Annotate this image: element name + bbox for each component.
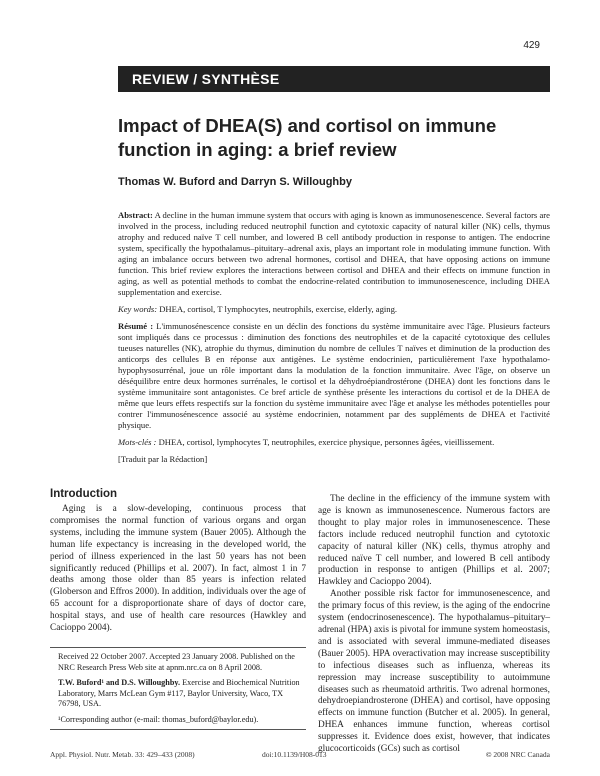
body-column-right bbox=[318, 494, 550, 756]
body-paragraph: Aging is a slow-developing, continuous process that compromises the normal function of various organs and organ systems, including the immune system (Bauer 2005). Although the human life expectancy is increasing in the developed world, the period of illness experienced in the last 50 years has not been significantly reduced (Phillips et al. 2007). In fact, almost 1 in 7 deaths among those older than 85 years is infection related (Globerson and Effros 2000). In addition, individuals over the age of 65 account for a disproportionate share of days of doctor care, hospital stays, and use of health care resources (Hawkley and Cacioppo 2004). bbox=[50, 504, 306, 634]
received-note: Received 22 October 2007. Accepted 23 January 2008. Published on the NRC Research Press Web site at apnm.nrc.ca on 8 April 2008. bbox=[58, 652, 295, 672]
resume-text: L'immunosénescence consiste en un déclin des fonctions du système immunitaire avec l'âge. Plusieurs facteurs sont impliqués dans ce processus : diminution des fonctions des neutrophiles et de la capacité cytotoxique des cellules tueuses naturelles (NK), atrophie du thymus, diminution du nombre de cellules T naïves et diminution de la production des anticorps des cellules B en réponse aux antigènes. Le système endocrinien, particulièrement l'axe hypothalamo-hypophysosurrénal, joue un rôle important dans la modulation de la fonction immunitaire. Avec l'âge, on observe un déséquilibre entre deux hormones surrénales, le cortisol et la déhydroépiandrostérone (DHEA) dont les fonctions dans le système immunitaire sont antagonistes. Ce bref article de synthèse présente les interactions du cortisol et de la DHEA de même que leurs effets respectifs sur la fonction du système immunitaire avec l'âge et analyse les méthodes potentielles pour contrer l'immunosénescence associé au système endocrinien, notamment par des suppléments de DHEA et l'activité physique. bbox=[118, 321, 550, 430]
article-notes bbox=[50, 647, 306, 730]
translation-note: [Traduit par la Rédaction] bbox=[118, 454, 208, 464]
section-banner-label: REVIEW / SYNTHÈSE bbox=[132, 71, 280, 87]
abstract-paragraph bbox=[118, 210, 550, 298]
introduction-heading: Introduction bbox=[50, 488, 118, 500]
body-paragraph: Another possible risk factor for immunosenescence, and the primary focus of this review, is the aging of the endocrine system (endocrinosenescence). The hypothalamus–pituitary–adrenal (HPA) axis is pivotal for immune system homeostasis, and is associated with several immune-mediated diseases (Bauer 2005). HPA overactivation may increase susceptibility to infectious diseases such as influenza, whereas its repression may increase susceptibility to autoimmune diseases such as rheumatoid arthritis. Two adrenal hormones, dehydroepiandrosterone (DHEA) and cortisol, have opposing effects on immune function (Butcher et al. 2005). In general, DHEA enhances immune function, whereas cortisol suppresses it. Evidence does exist, however, that indicates glucocorticoids (GCs) such as cortisol bbox=[318, 589, 550, 755]
affiliation-note bbox=[58, 678, 306, 710]
footer-doi: doi:10.1139/H08-013 bbox=[262, 750, 327, 759]
section-banner bbox=[118, 66, 550, 92]
affiliation-names: T.W. Buford¹ and D.S. Willoughby. bbox=[58, 678, 181, 687]
mots-cles-paragraph bbox=[118, 437, 550, 448]
page-number: 429 bbox=[523, 40, 540, 51]
mots-cles-text: DHEA, cortisol, lymphocytes T, neutrophiles, exercice physique, personnes âgées, vieillissement. bbox=[156, 437, 495, 447]
body-column-left bbox=[50, 504, 306, 635]
affiliation-text: Exercise and Biochemical Nutrition Laboratory, Marrs McLean Gym #117, Baylor University, Waco, TX 76798, USA. bbox=[58, 678, 300, 708]
body-paragraph: The decline in the efficiency of the immune system with age is known as immunosenescence. Numerous factors are thought to play major roles in immunosenescence. These factors include reduced neutrophil function and cytotoxic capacity of natural killer (NK) cells, thymus atrophy and reduced naïve T cell number, and lowered B cell antibody production in response to antigen (Phillips et al. 2007; Hawkley and Cacioppo 2004). bbox=[318, 494, 550, 588]
footer-copyright bbox=[486, 750, 550, 759]
keywords-paragraph bbox=[118, 304, 550, 315]
mots-cles-label: Mots-clés : bbox=[118, 437, 157, 447]
footer-citation: Appl. Physiol. Nutr. Metab. 33: 429–433 (2008) bbox=[50, 750, 195, 759]
corresponding-author-note: ¹Corresponding author (e-mail: thomas_buford@baylor.edu). bbox=[58, 714, 259, 724]
keywords-text: DHEA, cortisol, T lymphocytes, neutrophils, exercise, elderly, aging. bbox=[157, 304, 398, 314]
abstract-text: A decline in the human immune system that occurs with aging is known as immunosenescence. Several factors are involved in the process, including reduced neutrophil function and cytotoxic capacity of natural killer (NK) cells, thymus atrophy and reduced naïve T cell number, and lowered B cell antibody production in response to antigen. The endocrine system, specifically the hypothalamus–pituitary–adrenal axis, plays an important role in modulating immune function. With aging an imbalance occurs between two adrenal hormones, cortisol and DHEA, that have opposing actions on immune function. This brief review explores the interactions between cortisol and DHEA and their effects on immune function in aging, as well as potential methods to combat the endocrine-related contribution to immunosenescence, including DHEA supplementation and exercise. bbox=[118, 210, 550, 297]
copyright-symbol: © bbox=[485, 750, 492, 759]
abstract-label: Abstract: bbox=[118, 210, 153, 220]
abstract-block bbox=[118, 210, 550, 471]
article-title: Impact of DHEA(S) and cortisol on immune function in aging: a brief review bbox=[118, 115, 497, 160]
article-authors: Thomas W. Buford and Darryn S. Willoughby bbox=[118, 176, 352, 188]
keywords-label: Key words: bbox=[118, 304, 158, 314]
copyright-text: 2008 NRC Canada bbox=[491, 750, 550, 759]
resume-label: Résumé : bbox=[118, 321, 154, 331]
resume-paragraph bbox=[118, 321, 550, 431]
